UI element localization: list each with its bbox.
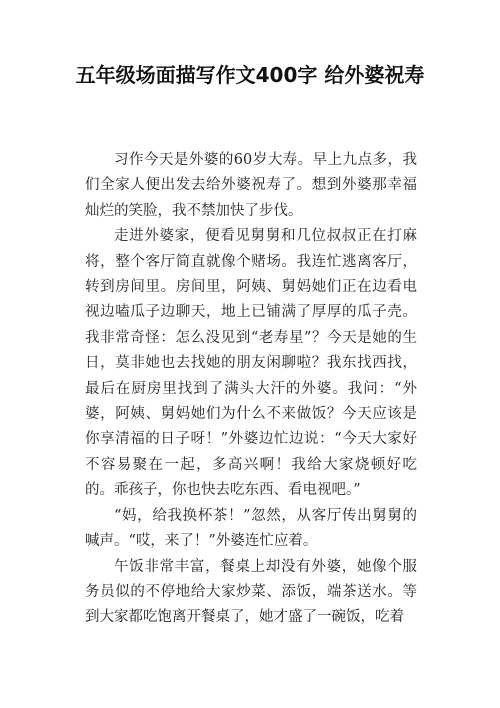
paragraph: “妈，给我换杯茶！”忽然，从客厅传出舅舅的喊声。“哎，来了！”外婆连忙应着。 [85,507,417,550]
document-body [85,148,417,631]
paragraph: 午饭非常丰富，餐桌上却没有外婆，她像个服务员似的不停地给大家炒菜、添饭，端茶送水。等到大家都吃饱离开餐桌了，她才盛了一碗饭，吃着 [85,558,417,626]
paragraph: 习作今天是外婆的60岁大寿。早上九点多，我们全家人便出发去给外婆祝寿了。想到外婆那幸福灿烂的笑脸，我不禁加快了步伐。 [85,152,417,219]
document-title: 五年级场面描写作文400字 给外婆祝寿 [75,63,425,87]
paragraph: 走进外婆家，便看见舅舅和几位叔叔正在打麻将，整个客厅简直就像个赌场。我连忙逃离客厅，转到房间里。房间里，阿姨、舅妈她们正在边看电视边嗑瓜子边聊天，地上已铺满了厚厚的瓜子壳。我非常奇怪：怎么没见到“老寿星”？今天是她的生日，莫非她也去找她的朋友闲聊啦？我东找西找，最后在厨房里找到了满头大汗的外婆。我问：“外婆，阿姨、舅妈她们为什么不来做饭？今天应该是你享清福的日子呀！”外婆边忙边说：“今天大家好不容易聚在一起，多高兴啊！我给大家烧顿好吃的。乖孩子，你也快去吃东西、看电视吧。” [85,228,417,499]
